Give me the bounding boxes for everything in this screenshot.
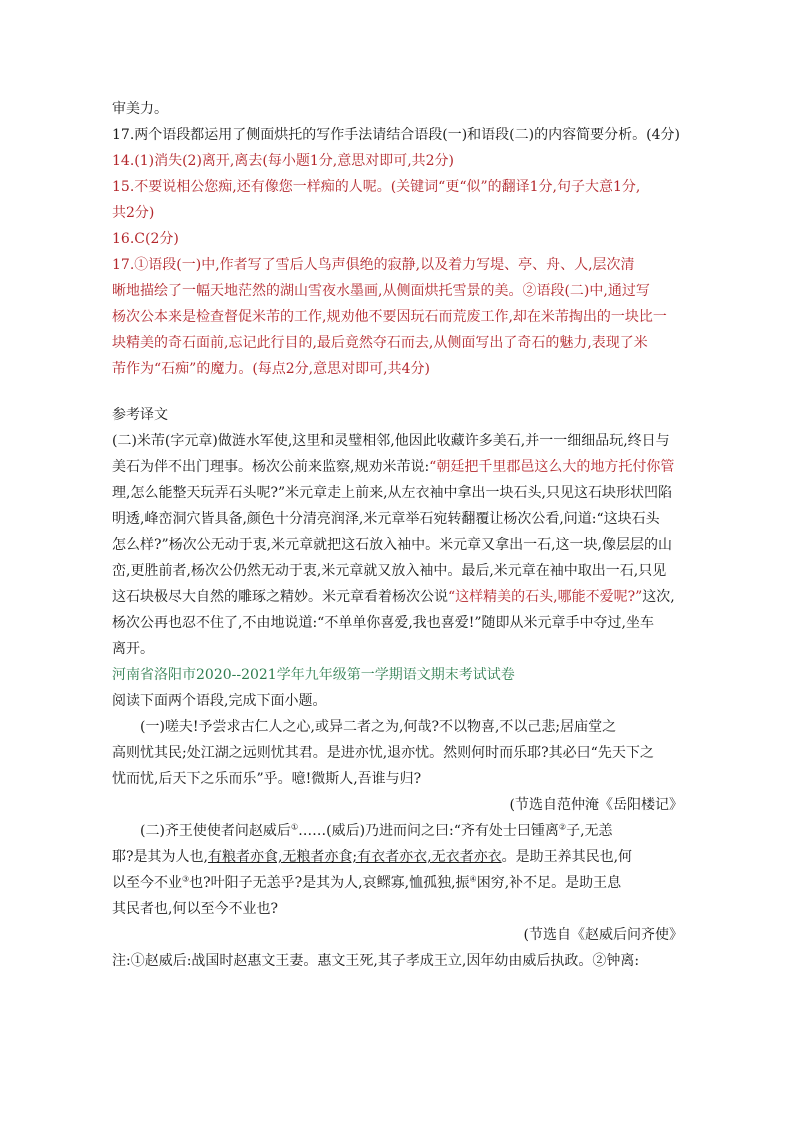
translation-line-1: (二)米芾(字元章)做涟水军使,这里和灵璧相邻,他因此收藏许多美石,并一一细细品玩,终日与 (112, 433, 670, 449)
translation-line-9: 离开。 (112, 641, 154, 657)
translation-line-7-text: 这石块极尽大自然的雕琢之精妙。米元章看着杨次公说 (112, 589, 448, 605)
translation-line-2 (112, 454, 687, 480)
translation-line-7 (112, 584, 687, 610)
passage-2-underlined-sentence: 有粮者亦食,无粮者亦食;有衣者亦衣,无衣者亦衣 (207, 849, 502, 865)
translation-line-6: 峦,更胜前者,杨次公仍然无动于衷,米元章就又放入袖中。最后,米元章在袖中取出一石,只见 (112, 563, 667, 579)
footnote-marker-2: ② (558, 822, 567, 832)
footnote-marker-1: ① (290, 822, 299, 832)
footnote: 注:①赵威后:战国时赵惠文王妻。惠文王死,其子孝成王立,因年幼由威后执政。②钟离: (112, 953, 640, 969)
answer-17-line-2: 晰地描绘了一幅天地茫然的湖山雪夜水墨画,从侧面烘托雪景的美。②语段(二)中,通过写 (112, 283, 650, 299)
passage-2-line-3-a: 以至今不业 (112, 875, 182, 891)
passage-2-line-2-a: 耶?是其为人也, (112, 849, 208, 865)
translation-line-3: 理,怎么能整天玩弄石头呢?”米元章走上前来,从左衣袖中拿出一块石头,只见这石块形状凹陷 (112, 485, 673, 501)
footnote-marker-4: ④ (469, 874, 477, 884)
document-page (112, 96, 687, 974)
passage-2-line-2-b: 。是助王养其民也,何 (501, 849, 633, 865)
continued-text: 审美力。 (112, 101, 168, 117)
passage-1-source: (节选自范仲淹《岳阳楼记》 (509, 797, 683, 813)
translation-heading: 参考译文 (112, 407, 168, 423)
translation-line-7-end: 这次, (642, 589, 675, 605)
translation-line-8: 杨次公再也忍不住了,不由地说道:“不单单你喜爱,我也喜爱!”随即从米元章手中夺过,坐车 (112, 615, 655, 631)
translation-line-5: 怎么样?”杨次公无动于衷,米元章就把这石放入袖中。米元章又拿出一石,这一块,像层层的山 (112, 537, 673, 553)
translation-line-2-text: 美石为伴不出门理事。杨次公前来监察,规劝米芾说: (112, 459, 430, 475)
passage-1-line-2: 高则忧其民;处江湖之远则忧其君。是进亦忧,退亦忧。然则何时而乐耶?其必曰“先天下之 (112, 745, 654, 761)
translation-line-4: 明透,峰峦洞穴皆具备,颜色十分清亮润泽,米元章举石宛转翻覆让杨次公看,问道:“这块石头 (112, 511, 660, 527)
question-17: 17.两个语段都运用了侧面烘托的写作手法请结合语段(一)和语段(二)的内容简要分析。(4分) (112, 127, 680, 143)
footnote-marker-3: ③ (182, 874, 190, 884)
translation-line-2-quote: “朝廷把千里郡邑这么大的地方托付你管 (429, 459, 675, 475)
answer-17-line-5: 芾作为“石痴”的魔力。(每点2分,意思对即可,共4分) (112, 361, 430, 377)
answer-16: 16.C(2分) (112, 231, 179, 247)
answer-14: 14.(1)消失(2)离开,离去(每小题1分,意思对即可,共2分) (112, 153, 455, 169)
passage-2-line-3 (112, 870, 687, 896)
passage-2-line-1-c: 子,无恙 (566, 823, 613, 839)
translation-line-7-quote: “这样精美的石头,哪能不爱呢?” (448, 589, 643, 605)
answer-15-line-1: 15.不要说相公您痴,还有像您一样痴的人呢。(关键词“更“似”的翻译1分,句子大意1分, (112, 179, 641, 195)
exam-instruction: 阅读下面两个语段,完成下面小题。 (112, 693, 327, 709)
exam-title: 河南省洛阳市2020--2021学年九年级第一学期语文期末考试试卷 (112, 667, 515, 683)
passage-2-line-3-b: 也?叶阳子无恙乎?是其为人,哀鳏寡,恤孤独,振 (189, 875, 470, 891)
passage-2-line-1-b: ……(威后)乃进而问之曰:“齐有处士曰锺离 (298, 823, 559, 839)
answer-15-line-2: 共2分) (112, 205, 155, 221)
passage-2-line-1-a: (二)齐王使使者问赵威后 (140, 823, 291, 839)
passage-2-line-3-c: 困穷,补不足。是助王息 (476, 875, 622, 891)
passage-1-line-1: (一)嗟夫!予尝求古仁人之心,或异二者之为,何哉?不以物喜,不以己悲;居庙堂之 (140, 719, 617, 735)
passage-2-line-1 (112, 818, 687, 844)
passage-2-line-4: 其民者也,何以至今不业也? (112, 901, 278, 917)
answer-17-line-4: 块精美的奇石面前,忘记此行目的,最后竟然夺石而去,从侧面写出了奇石的魅力,表现了米 (112, 335, 648, 351)
passage-2-line-2 (112, 844, 687, 870)
passage-1-line-3: 忧而忧,后天下之乐而乐”乎。噫!微斯人,吾谁与归? (112, 771, 422, 787)
passage-2-source: (节选自《赵威后问齐使》 (523, 927, 683, 943)
answer-17-line-1: 17.①语段(一)中,作者写了雪后人鸟声俱绝的寂静,以及着力写堤、亭、舟、人,层次清 (112, 257, 635, 273)
answer-17-line-3: 杨次公本来是检查督促米芾的工作,规劝他不要因玩石而荒废工作,却在米芾掏出的一块比一 (112, 309, 667, 325)
